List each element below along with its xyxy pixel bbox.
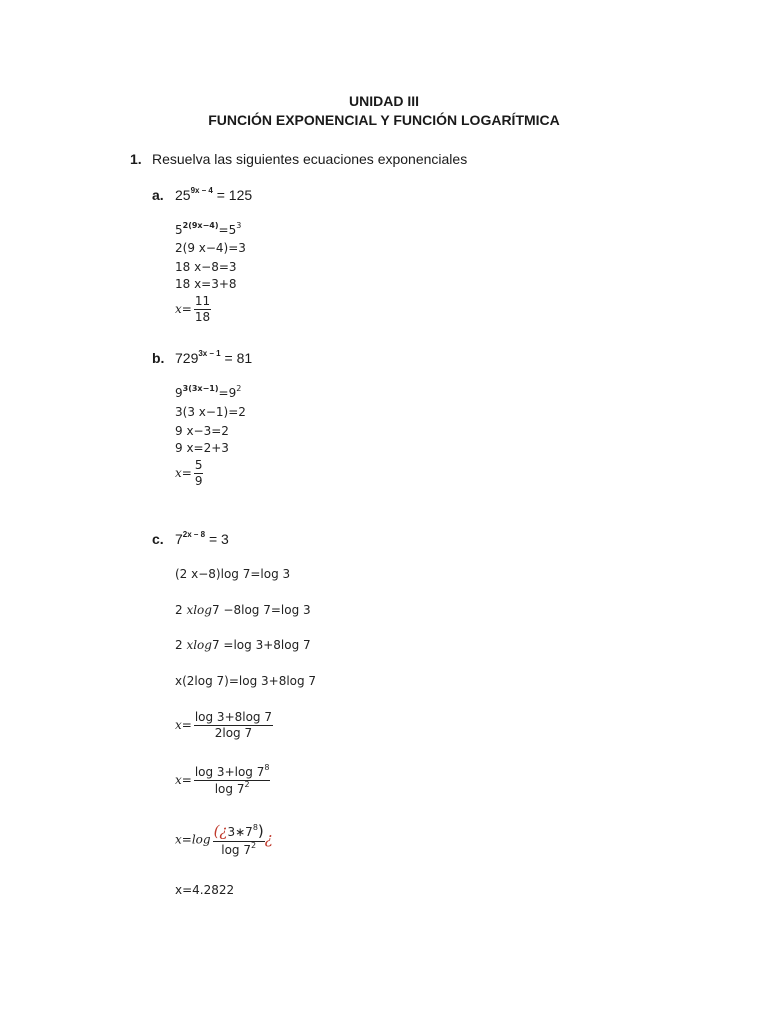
step-suffix: 7 =log 3+8log 7 xyxy=(211,638,311,652)
step-variable: xlog xyxy=(186,603,212,617)
step-lhs: x= xyxy=(175,466,192,481)
denominator-text: log 7 xyxy=(221,842,251,857)
fraction-denominator xyxy=(221,842,256,857)
part-a-step-1 xyxy=(175,222,241,237)
step-suffix: 7 −8log 7=log 3 xyxy=(211,603,311,617)
part-a-step-3: 18 x−8=3 xyxy=(175,260,237,274)
question-number: 1. xyxy=(130,151,142,167)
step-prefix: 2 xyxy=(175,603,187,617)
fraction-denominator: 2log 7 xyxy=(214,726,253,741)
part-b-base: 729 xyxy=(175,350,199,366)
document-title: FUNCIÓN EXPONENCIAL Y FUNCIÓN LOGARÍTMICA xyxy=(208,112,560,128)
part-b-step-4: 9 x=2+3 xyxy=(175,441,229,455)
question-text: Resuelva las siguientes ecuaciones exponenciales xyxy=(152,151,468,167)
part-c-step-2 xyxy=(175,603,311,617)
step-equals: =5 xyxy=(218,223,237,237)
step-lhs: x= xyxy=(175,718,192,733)
step-equals: =9 xyxy=(218,386,237,400)
part-a-step-4: 18 x=3+8 xyxy=(175,277,237,291)
part-b-step-2: 3(3 x−1)=2 xyxy=(175,405,246,419)
part-c-label: c. xyxy=(152,531,164,547)
fraction xyxy=(194,711,273,740)
part-a-step-2: 2(9 x−4)=3 xyxy=(175,241,246,255)
numerator-exponent: 8 xyxy=(264,763,270,772)
step-lhs: x= xyxy=(175,302,192,317)
part-c-step-7 xyxy=(175,823,273,857)
part-b-step-3: 9 x−3=2 xyxy=(175,424,229,438)
part-b-label: b. xyxy=(152,350,165,366)
fraction xyxy=(194,459,204,488)
part-c-step-5 xyxy=(175,711,273,740)
part-c-rhs: = 3 xyxy=(208,531,229,547)
fraction-denominator: 18 xyxy=(194,310,211,325)
fraction-numerator: 5 xyxy=(194,459,204,474)
fraction-numerator xyxy=(194,765,271,781)
step-prefix: 2 xyxy=(175,638,187,652)
fraction-denominator xyxy=(215,781,250,796)
part-c-step-6 xyxy=(175,765,270,796)
fraction-numerator: 11 xyxy=(194,295,211,310)
part-c-exponent: 2x – 8 xyxy=(182,530,206,540)
fraction-numerator: log 3+8log 7 xyxy=(194,711,273,726)
denominator-text: log 7 xyxy=(214,782,245,797)
part-a-exponent: 9x – 4 xyxy=(190,186,213,196)
denominator-exponent: 2 xyxy=(251,840,257,850)
fraction-denominator: 9 xyxy=(194,474,203,489)
fraction xyxy=(194,295,211,324)
part-a-label: a. xyxy=(152,187,164,203)
numerator-exponent: 8 xyxy=(252,823,258,832)
part-c-problem xyxy=(175,531,229,547)
fraction xyxy=(213,823,265,857)
unit-heading: UNIDAD III xyxy=(349,93,419,109)
part-c-step-8: x=4.2822 xyxy=(175,883,235,897)
denominator-exponent: 2 xyxy=(244,780,250,790)
part-b-exponent: 3x – 1 xyxy=(198,349,221,359)
step-exponent-2: 2 xyxy=(236,384,242,393)
step-base: 9 xyxy=(175,386,183,400)
step-lhs: x= xyxy=(175,773,192,788)
part-a-problem xyxy=(175,187,252,203)
step-exponent: 3(3x−1) xyxy=(182,384,219,393)
part-a-rhs: = 125 xyxy=(216,187,253,203)
step-lhs: x=log xyxy=(175,832,211,847)
numerator-text: 3∗7 xyxy=(227,825,253,839)
numerator-close: ) xyxy=(257,822,264,840)
fraction-numerator xyxy=(213,823,265,842)
step-base: 5 xyxy=(175,223,183,237)
part-c-step-3 xyxy=(175,638,311,652)
part-c-step-1: (2 x−8)log 7=log 3 xyxy=(175,567,291,581)
part-a-step-5 xyxy=(175,295,211,324)
fraction xyxy=(194,765,271,796)
part-b-problem xyxy=(175,350,252,366)
step-exponent: 2(9x−4) xyxy=(182,221,219,230)
part-a-base: 25 xyxy=(175,187,191,203)
part-b-rhs: = 81 xyxy=(224,350,253,366)
part-b-step-5 xyxy=(175,459,203,488)
trailing-symbol: ¿ xyxy=(264,829,273,848)
step-variable: xlog xyxy=(186,638,212,652)
part-c-step-4: x(2log 7)=log 3+8log 7 xyxy=(175,674,317,688)
numerator-text: log 3+log 7 xyxy=(194,765,265,779)
step-exponent-2: 3 xyxy=(236,221,242,230)
numerator-open: (¿ xyxy=(213,822,228,840)
part-c-base: 7 xyxy=(175,531,183,547)
part-b-step-1 xyxy=(175,385,241,400)
